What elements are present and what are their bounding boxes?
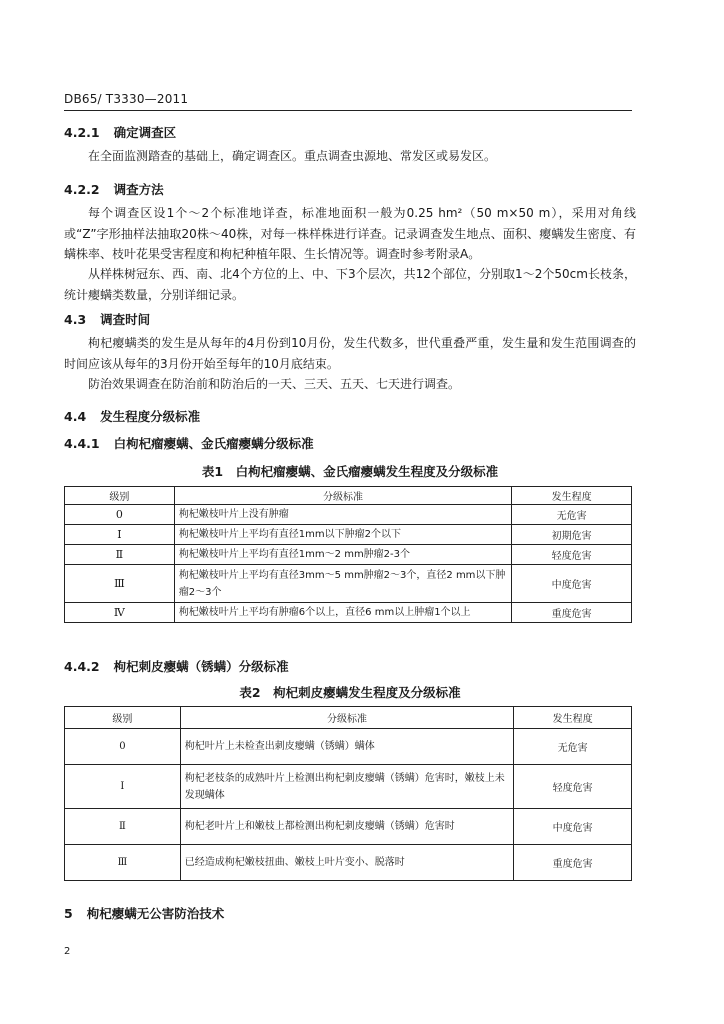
section-title: 调查方法: [113, 182, 164, 197]
section-heading-5: [64, 904, 224, 922]
table-row: [65, 729, 632, 765]
level-cell: 0: [65, 729, 181, 765]
table-row: [65, 845, 632, 881]
table-row: [65, 809, 632, 845]
header-divider: [64, 110, 632, 111]
section-number: 4.3: [64, 312, 87, 327]
table-header-row: [65, 707, 632, 729]
section-title: 白枸杞瘤瘿螨、金氏瘤瘿螨分级标准: [113, 436, 314, 451]
table2-grading-standard: [64, 706, 632, 881]
section-number: 4.4: [64, 409, 87, 424]
table-row: [65, 603, 632, 623]
section-number: 4.4.1: [64, 436, 100, 451]
criteria-cell: 枸杞老叶片上和嫩枝上都检测出枸杞刺皮瘿螨（锈螨）危害时: [180, 809, 513, 845]
table-header-cell: 级别: [65, 707, 181, 729]
level-cell: Ⅱ: [65, 809, 181, 845]
criteria-cell: 枸杞嫩枝叶片上平均有直径3mm～5 mm肿瘤2～3个，直径2 mm以下肿瘤2～3个: [174, 565, 511, 603]
criteria-cell: 枸杞叶片上未检查出刺皮瘿螨（锈螨）螨体: [180, 729, 513, 765]
criteria-cell: 枸杞嫩枝叶片上平均有肿瘤6个以上，直径6 mm以上肿瘤1个以上: [174, 603, 511, 623]
level-cell: 0: [65, 505, 175, 525]
degree-cell: 重度危害: [512, 603, 632, 623]
section-heading-4-3: [64, 310, 150, 328]
level-cell: Ⅳ: [65, 603, 175, 623]
degree-cell: 无危害: [512, 505, 632, 525]
section-number: 5: [64, 906, 73, 921]
page-number: 2: [64, 946, 71, 957]
criteria-cell: 已经造成枸杞嫩枝扭曲、嫩枝上叶片变小、脱落时: [180, 845, 513, 881]
table-row: [65, 765, 632, 809]
criteria-cell: 枸杞嫩枝叶片上平均有直径1mm～2 mm肿瘤2-3个: [174, 545, 511, 565]
section-title: 调查时间: [100, 312, 151, 327]
level-cell: Ⅲ: [65, 565, 175, 603]
section-heading-4-2-2: [64, 180, 164, 198]
criteria-cell: 枸杞嫩枝叶片上没有肿瘤: [174, 505, 511, 525]
table-header-cell: 级别: [65, 487, 175, 505]
table2-caption: 表2 枸杞刺皮瘿螨发生程度及分级标准: [239, 685, 461, 700]
section-number: 4.2.1: [64, 125, 100, 140]
degree-cell: 无危害: [514, 729, 632, 765]
degree-cell: 中度危害: [512, 565, 632, 603]
table-header-cell: 发生程度: [512, 487, 632, 505]
table-header-cell: 发生程度: [514, 707, 632, 729]
table-row: [65, 505, 632, 525]
level-cell: Ⅰ: [65, 765, 181, 809]
table-row: [65, 565, 632, 603]
section-heading-4-4-2: [64, 657, 289, 675]
degree-cell: 重度危害: [514, 845, 632, 881]
table-row: [65, 545, 632, 565]
table-row: [65, 525, 632, 545]
paragraph-survey-area: 在全面监测踏查的基础上，确定调查区。重点调查虫源地、常发区或易发区。: [88, 149, 497, 163]
criteria-cell: 枸杞老枝条的成熟叶片上检测出枸杞刺皮瘿螨（锈螨）危害时，嫩枝上未发现螨体: [180, 765, 513, 809]
degree-cell: 初期危害: [512, 525, 632, 545]
level-cell: Ⅲ: [65, 845, 181, 881]
paragraph-survey-method: 每个调查区设1个～2个标准地详查，标准地面积一般为0.25 hm²（50 m×50 m），采用对角线或“Z”字形抽样法抽取20株～40株，对每一株样株进行详查。记录调查发生地点、面积、瘿螨发生密度、有螨株率、枝叶花果受害程度和枸杞种植年限、生长情况等。调查时参考附录A。: [64, 206, 636, 261]
section-title: 枸杞刺皮瘿螨（锈螨）分级标准: [113, 659, 289, 674]
level-cell: Ⅰ: [65, 525, 175, 545]
section-title: 发生程度分级标准: [100, 409, 201, 424]
table-header-cell: 分级标准: [180, 707, 513, 729]
table-header-row: [65, 487, 632, 505]
paragraph-control-effect: 防治效果调查在防治前和防治后的一天、三天、五天、七天进行调查。: [88, 377, 461, 391]
level-cell: Ⅱ: [65, 545, 175, 565]
section-title: 枸杞瘿螨无公害防治技术: [86, 906, 225, 921]
section-number: 4.4.2: [64, 659, 100, 674]
degree-cell: 轻度危害: [514, 765, 632, 809]
degree-cell: 轻度危害: [512, 545, 632, 565]
paragraph-sampling: 从样株树冠东、西、南、北4个方位的上、中、下3个层次，共12个部位，分别取1～2个50cm长枝条，统计瘿螨类数量，分别详细记录。: [64, 267, 636, 302]
section-number: 4.2.2: [64, 182, 100, 197]
section-heading-4-4-1: [64, 434, 314, 452]
paragraph-survey-time: 枸杞瘿螨类的发生是从每年的4月份到10月份，发生代数多，世代重叠严重，发生量和发生范围调查的时间应该从每年的3月份开始至每年的10月底结束。: [64, 336, 636, 371]
document-code: DB65/ T3330—2011: [64, 92, 189, 106]
degree-cell: 中度危害: [514, 809, 632, 845]
section-title: 确定调查区: [113, 125, 177, 140]
table1-grading-standard: [64, 486, 632, 623]
section-heading-4-2-1: [64, 123, 176, 141]
criteria-cell: 枸杞嫩枝叶片上平均有直径1mm以下肿瘤2个以下: [174, 525, 511, 545]
table1-caption: 表1 白枸杞瘤瘿螨、金氏瘤瘿螨发生程度及分级标准: [201, 464, 499, 479]
table-header-cell: 分级标准: [174, 487, 511, 505]
section-heading-4-4: [64, 407, 200, 425]
